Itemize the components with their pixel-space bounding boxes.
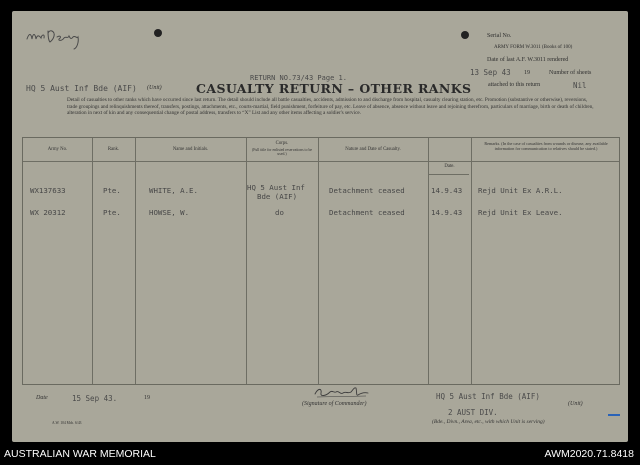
row1-date: 14.9.43 xyxy=(431,186,463,195)
header-nature: Nature and Date of Casualty. xyxy=(345,147,401,152)
header-army-no: Army No. xyxy=(47,147,68,152)
footer-unit-label: (Unit) xyxy=(568,401,583,407)
header-rank: Rank. xyxy=(107,147,120,152)
archive-caption-right: AWM2020.71.8418 xyxy=(544,448,634,460)
footer-date-value: 15 Sep 43. xyxy=(72,394,118,403)
row1-name: WHITE, A.E. xyxy=(149,186,198,195)
row1-remarks: Rejd Unit Ex A.R.L. xyxy=(478,186,563,195)
sheets-year-prefix: 19 xyxy=(524,70,530,76)
form-instructions: Detail of casualties to other ranks which have occurred since last return. The detail should include all battle casualties, accidents, admission to and discharge from hospital, casualty clearing station, etc. Promotion (substantive or otherwise), reversions, trade groupings and relinquishments thereof, transfers, postings, attachments, etc., courts-martial, field punishment, forfeiture of pay, etc. Leave of absence, absence without leave and rejoining therefrom, particulars of marriage, birth or death of children, alteration in next of kin and any consequential change of postal address, transfers to “X” List and any other items affecting a soldier's service. xyxy=(67,97,594,117)
commander-signature xyxy=(312,384,372,400)
row1-army-no: WX137633 xyxy=(30,186,66,195)
row1-corps-line1: HQ 5 Aust Inf xyxy=(247,183,305,192)
date-of-last-label: Date of last A.F. W.3011 rendered xyxy=(487,57,569,63)
row1-rank: Pte. xyxy=(103,186,121,195)
row2-date: 14.9.43 xyxy=(431,208,463,217)
calibration-mark xyxy=(608,414,620,416)
row2-corps-line1: do xyxy=(275,208,284,217)
punch-hole-right xyxy=(461,31,469,39)
unit-name: HQ 5 Aust Inf Bde (AIF) xyxy=(26,84,137,93)
header-name: Name and Initials. xyxy=(172,147,209,152)
row1-corps-line2: Bde (AIF) xyxy=(257,192,298,201)
casualty-table xyxy=(22,137,620,385)
footer-division-label: (Bde., Divn., Area, etc., with which Unit is serving) xyxy=(432,419,545,425)
row1-nature: Detachment ceased xyxy=(329,186,405,195)
sheets-date: 13 Sep 43 xyxy=(470,68,511,77)
attached-label: attached to this return xyxy=(488,82,541,88)
print-code: A.W. 104 Mch. 6/43 xyxy=(52,421,82,425)
army-form-label: ARMY FORM W.3011 (Books of 100) xyxy=(494,45,573,50)
header-date: Date. xyxy=(444,164,455,169)
attached-value: Nil xyxy=(573,81,587,90)
signature-label: (Signature of Commander) xyxy=(302,401,367,407)
row2-remarks: Rejd Unit Ex Leave. xyxy=(478,208,563,217)
header-corps-note: (Full title for enlisted reservations to be used.) xyxy=(251,148,313,157)
row2-rank: Pte. xyxy=(103,208,121,217)
sheets-label: Number of sheets xyxy=(549,70,592,76)
row2-nature: Detachment ceased xyxy=(329,208,405,217)
header-corps: Corps. xyxy=(275,141,289,146)
row2-name: HOWSE, W. xyxy=(149,208,190,217)
return-number: RETURN NO.73/43 Page 1. xyxy=(250,74,347,82)
footer-division-value: 2 AUST DIV. xyxy=(448,408,498,417)
archive-caption-left: AUSTRALIAN WAR MEMORIAL xyxy=(4,448,156,460)
casualty-return-form xyxy=(12,11,628,442)
form-title: CASUALTY RETURN – OTHER RANKS xyxy=(196,81,472,96)
header-remarks: Remarks. (In the case of casualties from wounds or disease, any available information for communication to relatives should be stated.) xyxy=(484,141,608,151)
unit-suffix: (Unit) xyxy=(147,85,162,91)
row2-army-no: WX 20312 xyxy=(30,208,66,217)
handwritten-note xyxy=(24,25,104,51)
footer-year-prefix: 19 xyxy=(144,395,150,401)
footer-unit-value: HQ 5 Aust Inf Bde (AIF) xyxy=(436,392,540,401)
punch-hole-left xyxy=(154,29,162,37)
footer-date-label: Date xyxy=(36,395,48,401)
serial-no-label: Serial No. xyxy=(487,33,512,39)
